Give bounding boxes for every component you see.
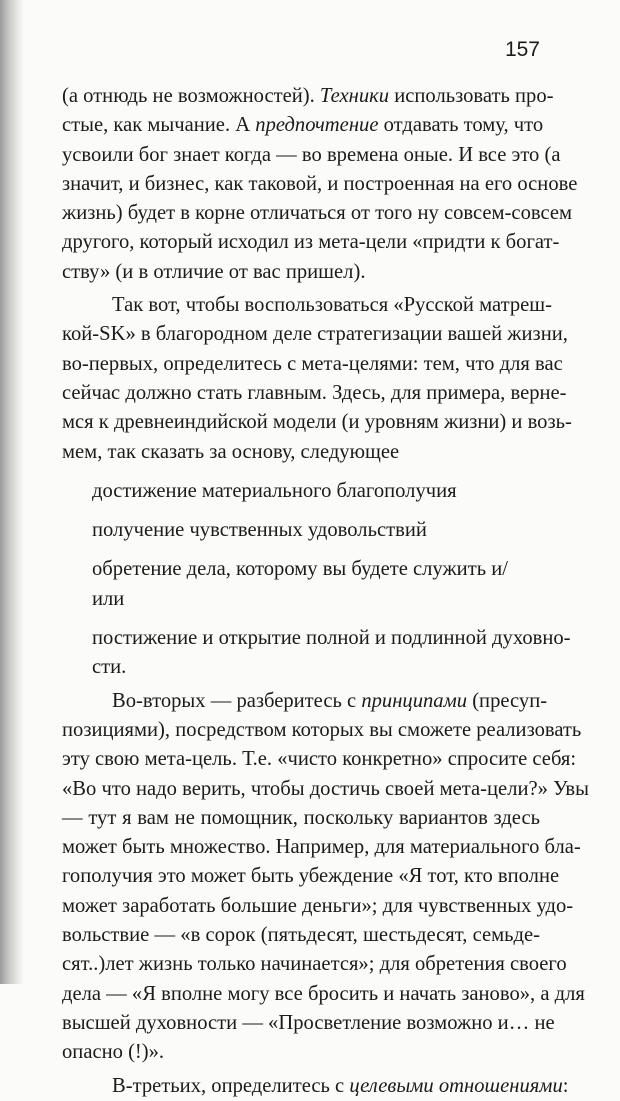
text-line: может быть множество. Например, для материального бла- <box>62 836 581 859</box>
list-item <box>62 516 540 545</box>
text-line: постижение и открытие полной и подлинной духовно- <box>92 627 571 650</box>
text-run: В-третьих, определитесь с <box>112 1074 350 1097</box>
text-line: жизнь) будет в корне отличаться от того ну совсем-совсем <box>62 202 573 225</box>
text-run: (а отнюдь не возможностей). <box>62 85 320 107</box>
text-line: позициями), посредством которых вы сможете реализовать <box>62 718 582 741</box>
text-line: — тут я вам не помощник, поскольку вариантов здесь <box>62 806 540 829</box>
list-item <box>62 555 540 614</box>
text-line: во-первых, определитесь с мета-целями: тем, что для вас <box>62 352 563 375</box>
text-line: вольствие — «в сорок (пятьдесят, шестьдесят, семьде- <box>62 924 540 947</box>
text-line: дела — «Я вполне могу все бросить и начать заново», а для <box>62 982 585 1005</box>
text-line: мся к древнеиндийской модели (и уровням жизни) и возь- <box>62 411 572 434</box>
text-line: гополучия это может быть убеждение «Я тот, кто вполне <box>62 865 560 888</box>
text-line: мем, так сказать за основу, следующее <box>62 440 400 463</box>
list-item-text: получение чувственных удовольствий <box>92 519 427 542</box>
text-line: сти. <box>92 656 127 679</box>
text-line <box>62 1072 569 1101</box>
text-line <box>62 687 548 716</box>
list-item <box>62 477 540 506</box>
list-item-text: обретение дела, которому вы будете служить и/или <box>92 558 508 610</box>
text-line: сят..)лет жизнь только начинается»; для обретения своего <box>62 953 567 976</box>
text-line: опасно (!)». <box>62 1041 165 1064</box>
text-line: усвоили бог знает когда — во времена оные. И все это (а <box>62 143 561 166</box>
text-run: отдавать тому, что <box>378 114 544 137</box>
text-line <box>62 111 544 140</box>
text-line: другого, который исходил из мета-цели «придти к богат- <box>62 231 560 254</box>
text-run: : <box>562 1074 569 1097</box>
text-line: ству» (и в отличие от вас пришел). <box>62 260 366 283</box>
text-line: «Во что надо верить, чтобы достичь своей мета-цели?» Увы <box>62 777 589 800</box>
page-spine-shadow <box>0 0 24 984</box>
text-line: значит, и бизнес, как таковой, и построенная на его основе <box>62 172 578 195</box>
italic-term: Техники <box>319 85 390 107</box>
paragraph-2 <box>62 291 572 467</box>
text-line: сейчас должно стать главным. Здесь, для примера, верне- <box>62 381 567 404</box>
text-line: может заработать большие деньги»; для чувственных удо- <box>62 894 574 917</box>
text-run: (пресуп- <box>467 689 548 712</box>
list-item-text: достижение материального благополучия <box>92 479 457 502</box>
paragraph-3 <box>62 687 589 1068</box>
text-line <box>62 82 554 111</box>
text-run: использовать про- <box>389 85 554 107</box>
italic-term: предпочтение <box>255 114 379 137</box>
page-text <box>62 82 589 1101</box>
paragraph-4 <box>62 1072 569 1101</box>
text-line: кой-SK» в благородном деле стратегизации вашей жизни, <box>62 323 568 346</box>
text-line: высшей духовности — «Просветление возможно и… не <box>62 1011 555 1034</box>
paragraph-1 <box>62 82 578 287</box>
text-run: Во-вторых — разберитесь с <box>112 689 362 712</box>
text-line: эту свою мета-цель. Т.е. «чисто конкретно» спросите себя: <box>62 748 577 771</box>
italic-term: целевыми отношениями <box>349 1074 563 1097</box>
list-item <box>62 624 571 683</box>
italic-term: принципами <box>361 689 468 712</box>
page-number: 157 <box>504 38 540 61</box>
text-line: Так вот, чтобы воспользоваться «Русской матреш- <box>112 294 552 317</box>
text-run: стые, как мычание. А <box>62 114 256 137</box>
